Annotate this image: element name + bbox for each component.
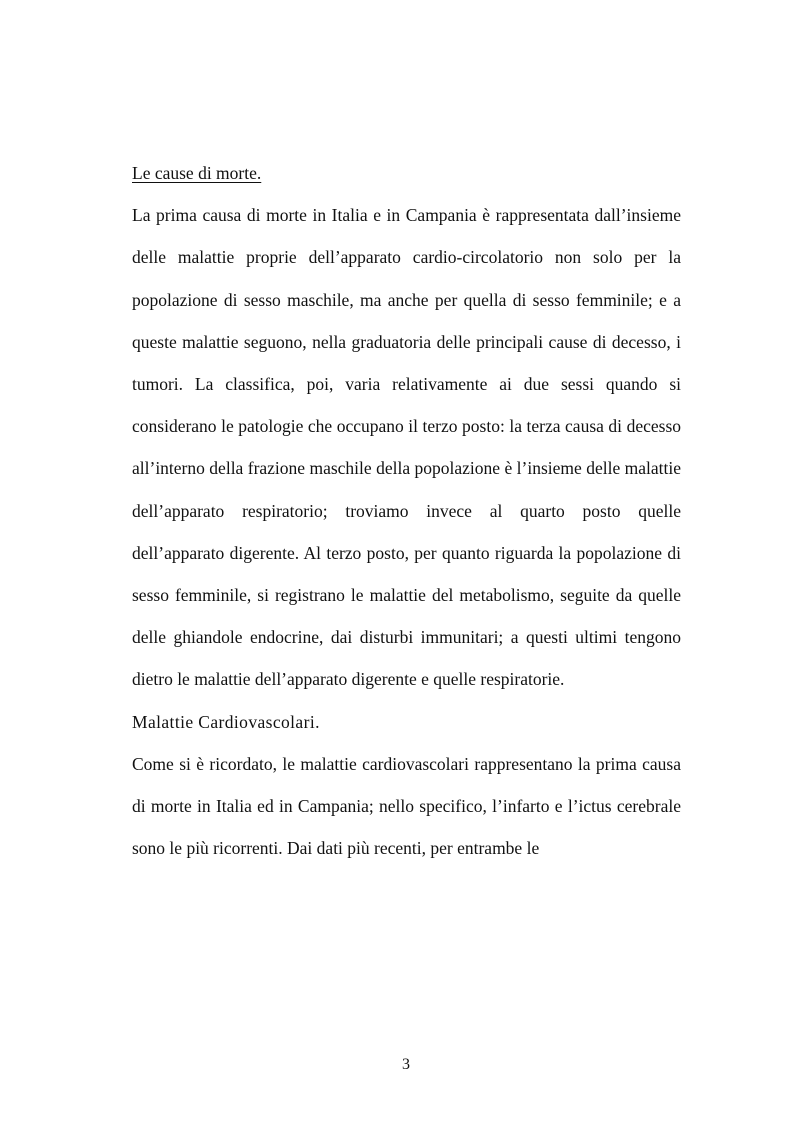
subsection-title: Malattie Cardiovascolari. (132, 711, 320, 732)
section-title: Le cause di morte. (132, 163, 262, 183)
page-body (132, 152, 681, 869)
paragraph-causes-of-death: La prima causa di morte in Italia e in Campania è rappresentata dall’insieme delle malattie proprie dell’apparato cardio-circolatorio non solo per la popolazione di sesso maschile, ma anche per quella di sesso femminile; e a queste malattie seguono, nella graduatoria delle principali cause di decesso, i tumori. La classifica, poi, varia relativamente ai due sessi quando si considerano le patologie che occupano il terzo posto: la terza causa di decesso all’interno della frazione maschile della popolazione è l’insieme delle malattie dell’apparato respiratorio; troviamo invece al quarto posto quelle dell’apparato digerente. Al terzo posto, per quanto riguarda la popolazione di sesso femminile, si registrano le malattie del metabolismo, seguite da quelle delle ghiandole endocrine, dai disturbi immunitari; a questi ultimi tengono dietro le malattie dell’apparato digerente e quelle respiratorie. (132, 205, 681, 690)
paragraph-cardiovascular: Come si è ricordato, le malattie cardiovascolari rappresentano la prima causa di morte in Italia ed in Campania; nello specifico, l’infarto e l’ictus cerebrale sono le più ricorrenti. Dai dati più recenti, per entrambe le (132, 753, 681, 859)
page-number: 3 (402, 1056, 410, 1073)
